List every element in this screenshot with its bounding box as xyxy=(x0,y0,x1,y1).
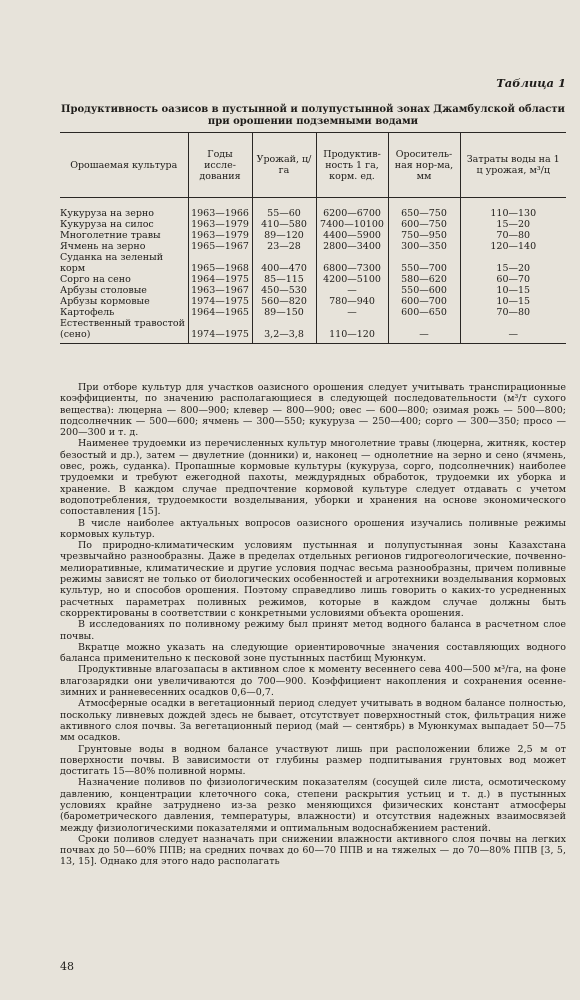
cell-productivity: 780—940 xyxy=(316,296,388,307)
table-row xyxy=(60,219,566,230)
cell-years: 1964—1965 xyxy=(188,307,252,318)
cell-yield: 410—580 xyxy=(252,219,316,230)
table-label: Таблица 1 xyxy=(496,76,566,90)
cell-yield: 55—60 xyxy=(252,198,316,220)
cell-irrigation: 600—650 xyxy=(388,307,460,318)
table-header-row xyxy=(60,133,566,198)
cell-irrigation: 550—700 xyxy=(388,252,460,274)
table-row xyxy=(60,274,566,285)
cell-crop: Кукуруза на силос xyxy=(60,219,154,230)
cell-productivity: 6200—6700 xyxy=(316,198,388,220)
cell-yield: 400—470 xyxy=(252,252,316,274)
cell-water-cost: 10—15 xyxy=(460,285,566,296)
cell-irrigation: 580—620 xyxy=(388,274,460,285)
productivity-table xyxy=(60,132,566,344)
cell-crop: Сорго на сено xyxy=(60,274,131,285)
paragraph: Атмосферные осадки в вегетационный период следует учитывать в водном балансе полностью, поскольку ливневых дождей здесь не бывает, отсутствует поверхностный сток, фильтрация ниже активного слоя почвы. За вегетационный период (май — сентябрь) в Муюнкумах выпадает 50—75 мм осадков. xyxy=(60,698,566,744)
cell-water-cost: 15—20 xyxy=(460,252,566,274)
table-title: Продуктивность оазисов в пустынной и полупустынной зонах Джамбулской области при орошении подземными водами xyxy=(61,104,565,127)
cell-productivity: — xyxy=(316,285,388,296)
paragraph: Грунтовые воды в водном балансе участвуют лишь при расположении ближе 2,5 м от поверхности почвы. В зависимости от глубины размер подпитывания грунтовых вод может достигать 15—80% поливной нормы. xyxy=(60,743,566,778)
cell-years: 1963—1979 xyxy=(188,219,252,230)
paragraph: Наименее трудоемки из перечисленных культур многолетние травы (люцерна, житняк, костер безостый и др.), затем — двулетние (донники) и, наконец — однолетние на зерно и сено (ячмень, овес, рожь, суданка). Пропашные кормовые культуры (кукуруза, сорго, подсолнечник) наиболее трудоемки и требуют ежегодной пахоты, междурядных обработок, трудоемки их уборка и хранение. В каждом случае предпочтение кормовой культуре следует отдавать с учетом водопотребления, трудоемкости возделывания, уборки и хранения на основе экономического сопоставления [15]. xyxy=(60,438,566,518)
cell-yield: 89—150 xyxy=(252,307,316,318)
table-row xyxy=(60,230,566,241)
cell-productivity: 6800—7300 xyxy=(316,252,388,274)
page-number: 48 xyxy=(60,960,74,973)
cell-yield: 85—115 xyxy=(252,274,316,285)
cell-water-cost: — xyxy=(460,318,566,344)
header-irrigation-norm: Ороситель-ная нор-ма, мм xyxy=(388,133,460,198)
cell-water-cost: 15—20 xyxy=(460,219,566,230)
cell-years: 1965—1967 xyxy=(188,241,252,252)
paragraph: Продуктивные влагозапасы в активном слое к моменту весеннего сева 400—500 м³/га, на фоне влагозарядки они увеличиваются до 700—900. Коэффициент накопления и сохранения осенне-зимних и ранневесенних осадков 0,6—0,7. xyxy=(60,664,566,699)
cell-irrigation: — xyxy=(388,318,460,344)
table-row xyxy=(60,198,566,220)
cell-water-cost: 10—15 xyxy=(460,296,566,307)
table-row xyxy=(60,318,566,344)
body-text xyxy=(60,382,566,868)
table-row xyxy=(60,252,566,274)
cell-productivity: — xyxy=(316,307,388,318)
cell-yield: 23—28 xyxy=(252,241,316,252)
cell-crop: Картофель xyxy=(60,307,115,318)
cell-irrigation: 300—350 xyxy=(388,241,460,252)
cell-crop: Естественный травостой (сено) xyxy=(60,318,188,344)
paragraph: При отборе культур для участков оазисного орошения следует учитывать транспирационные коэффициенты, по значению располагающиеся в следующей последовательности (м³/т сухого вещества): люцерна — 800—900; клевер — 800—900; овес — 600—800; озимая рожь — 500—800; подсолнечник — 500—600; ячмень — 300—550; кукуруза — 250—400; сорго — 300—350; просо — 200—300 и т. д. xyxy=(60,382,566,439)
cell-crop: Ячмень на зерно xyxy=(60,241,146,252)
cell-water-cost: 70—80 xyxy=(460,307,566,318)
table-row xyxy=(60,307,566,318)
cell-water-cost: 60—70 xyxy=(460,274,566,285)
cell-crop: Кукуруза на зерно xyxy=(60,208,154,219)
cell-productivity: 4200—5100 xyxy=(316,274,388,285)
header-productivity: Продуктив-ность 1 га, корм. ед. xyxy=(316,133,388,198)
cell-productivity: 110—120 xyxy=(316,318,388,344)
cell-years: 1964—1975 xyxy=(188,274,252,285)
paragraph: Вкратце можно указать на следующие ориентировочные значения составляющих водного баланса применительно к песковой зоне пустынных пастбищ Муюнкум. xyxy=(60,641,566,665)
cell-productivity: 4400—5900 xyxy=(316,230,388,241)
cell-irrigation: 750—950 xyxy=(388,230,460,241)
cell-productivity: 2800—3400 xyxy=(316,241,388,252)
cell-irrigation: 650—750 xyxy=(388,198,460,220)
cell-yield: 3,2—3,8 xyxy=(252,318,316,344)
header-water-cost: Затраты воды на 1 ц урожая, м³/ц xyxy=(460,133,566,198)
cell-crop: Арбузы столовые xyxy=(60,285,147,296)
header-crop: Орошаемая культура xyxy=(60,133,188,198)
cell-years: 1965—1968 xyxy=(188,252,252,274)
table-row xyxy=(60,285,566,296)
cell-yield: 450—530 xyxy=(252,285,316,296)
cell-water-cost: 70—80 xyxy=(460,230,566,241)
table-row xyxy=(60,241,566,252)
table-row xyxy=(60,296,566,307)
paragraph: Назначение поливов по физиологическим показателям (сосущей силе листа, осмотическому давлению, концентрации клеточного сока, степени раскрытия устьиц и т. д.) в пустынных условиях крайне затруднено из-за резко меняющихся физических констант атмосферы (барометрического давления, температуры, влажности) и отсутствия надежных взаимосвязей между физиологическими показателями и оптимальным водоснабжением растений. xyxy=(60,777,566,834)
cell-crop: Суданка на зеленый корм xyxy=(60,252,164,274)
cell-irrigation: 550—600 xyxy=(388,285,460,296)
paragraph: В числе наиболее актуальных вопросов оазисного орошения изучались поливные режимы кормовых культур. xyxy=(60,517,566,540)
cell-water-cost: 110—130 xyxy=(460,198,566,220)
cell-years: 1963—1979 xyxy=(188,230,252,241)
cell-crop: Многолетние травы xyxy=(60,230,161,241)
cell-yield: 89—120 xyxy=(252,230,316,241)
header-years: Годы иссле-дования xyxy=(188,133,252,198)
header-yield: Урожай, ц/га xyxy=(252,133,316,198)
cell-years: 1963—1966 xyxy=(188,198,252,220)
cell-crop: Арбузы кормовые xyxy=(60,296,150,307)
paragraph: По природно-климатическим условиям пустынная и полупустынная зоны Казахстана чрезвычайно разнообразны. Даже в пределах отдельных регионов гидрогеологические, почвенно-мелиоративные, климатические и другие условия подчас весьма разнообразны, причем поливные режимы зависят не только от биологических особенностей и агротехники возделывания кормовых культур, но и способов орошения. Поэтому справедливо лишь говорить о каких-то усредненных расчетных параметрах поливных режимов, которые в каждом случае должны быть скорректированы в соответствии с конкретными условиями объекта орошения. xyxy=(60,540,566,619)
paragraph: В исследованиях по поливному режиму был принят метод водного баланса в расчетном слое почвы. xyxy=(60,619,566,642)
cell-water-cost: 120—140 xyxy=(460,241,566,252)
cell-yield: 560—820 xyxy=(252,296,316,307)
cell-irrigation: 600—750 xyxy=(388,219,460,230)
cell-years: 1974—1975 xyxy=(188,296,252,307)
cell-productivity: 7400—10100 xyxy=(316,219,388,230)
productivity-table-wrapper xyxy=(60,132,566,344)
paragraph: Сроки поливов следует назначать при снижении влажности активного слоя почвы на легких почвах до 50—60% ППВ; на средних почвах до 60—70 ППВ и на тяжелых — до 70—80% ППВ [3, 5, 13, 15]. Однако для этого надо располагать xyxy=(60,833,566,868)
cell-years: 1963—1967 xyxy=(188,285,252,296)
cell-years: 1974—1975 xyxy=(188,318,252,344)
cell-irrigation: 600—700 xyxy=(388,296,460,307)
